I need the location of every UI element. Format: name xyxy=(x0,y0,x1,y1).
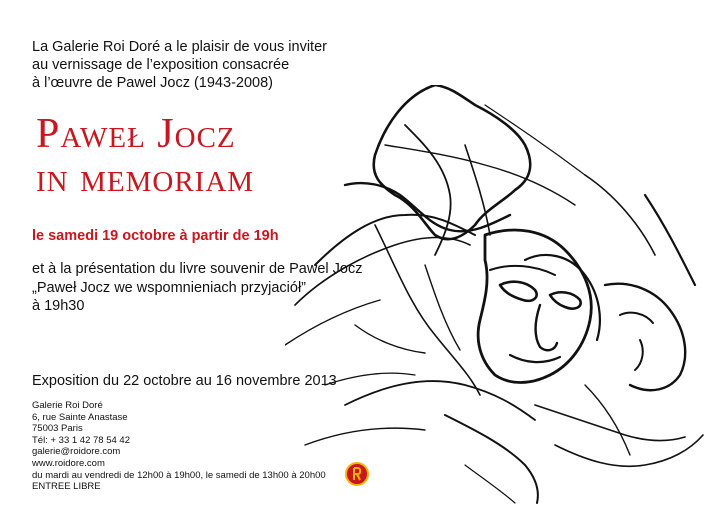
gallery-phone: Tél: + 33 1 42 78 54 42 xyxy=(32,434,130,446)
gallery-street: 6, rue Sainte Anastase xyxy=(32,411,128,423)
gallery-address xyxy=(32,400,326,493)
title-line-1: Paweł Jocz xyxy=(36,111,236,157)
gallery-hours: du mardi au vendredi de 12h00 à 19h00, le samedi de 13h00 à 20h00 xyxy=(32,469,326,481)
title-line-2: in memoriam xyxy=(36,155,255,201)
gallery-email[interactable]: galerie@roidore.com xyxy=(32,446,121,458)
exhibition-dates: Exposition du 22 octobre au 16 novembre 2013 xyxy=(32,373,337,389)
gallery-city: 75003 Paris xyxy=(32,423,83,435)
entry-info: ENTREE LIBRE xyxy=(32,481,101,493)
vernissage-date: le samedi 19 octobre à partir de 19h xyxy=(32,228,279,244)
invitation-line-2: au vernissage de l’exposition consacrée xyxy=(32,57,290,73)
gallery-name: Galerie Roi Doré xyxy=(32,400,103,411)
invitation-line-3: à l’œuvre de Pawel Jocz (1943-2008) xyxy=(32,75,273,91)
gallery-website[interactable]: www.roidore.com xyxy=(32,457,105,469)
invitation-line-1: La Galerie Roi Doré a le plaisir de vous inviter xyxy=(32,39,327,55)
gallery-logo xyxy=(345,462,369,486)
exhibition-title xyxy=(36,112,254,200)
book-line-2: „Paweł Jocz we wspomnieniach przyjaciół” xyxy=(32,279,306,296)
book-line-3: à 19h30 xyxy=(32,298,85,314)
book-line-1: et à la présentation du livre souvenir de Pawel Jocz xyxy=(32,261,363,277)
ink-portrait-drawing xyxy=(285,85,707,505)
invitation-text xyxy=(32,38,327,92)
